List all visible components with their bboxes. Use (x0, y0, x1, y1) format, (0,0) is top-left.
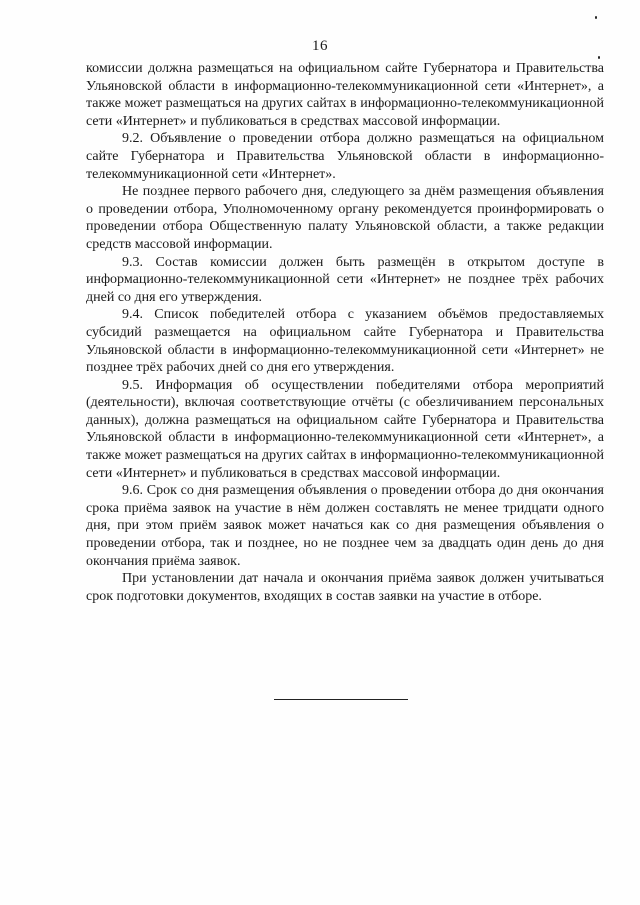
paragraph-9-4: 9.4. Список победителей отбора с указанием объёмов предоставляемых субсидий размещается на официальном сайте Губернатора и Правительства Ульяновской области в информационно-телекоммуникационной сети «Интернет» не позднее трёх рабочих дней со дня его утверждения. (86, 307, 604, 376)
paragraph-public-chamber-notice: Не позднее первого рабочего дня, следующего за днём размещения объявления о проведении отбора, Уполномоченному органу рекомендуется проинформировать о проведении отбора Общественную палату Ульяновской области, а также редакции средств массовой информации. (86, 184, 604, 252)
paragraph-9-5: 9.5. Информация об осуществлении победителями отбора мероприятий (деятельности), включая соответствующие отчёты (с обезличиванием персональных данных), должна размещаться на официальном сайте Губернатора и Правительства Ульяновской области в информационно-телекоммуникационной сети «Интернет», а также может размещаться на других сайтах в информационно-телекоммуникационной сети «Интернет» и публиковаться в средствах массовой информации. (86, 377, 604, 481)
scan-speck (595, 16, 597, 19)
document-body (86, 60, 604, 605)
closing-divider-line (274, 699, 408, 700)
paragraph-continuation: комиссии должна размещаться на официальном сайте Губернатора и Правительства Ульяновской области в информационно-телекоммуникационной сети «Интернет», а также может размещаться на других сайтах в информационно-телекоммуникационной сети «Интернет» и публиковаться в средствах массовой информации. (86, 61, 604, 129)
paragraph-application-dates: При установлении дат начала и окончания приёма заявок должен учитываться срок подготовки документов, входящих в состав заявки на участие в отборе. (86, 571, 604, 604)
page-number: 16 (312, 38, 328, 54)
paragraph-9-2: 9.2. Объявление о проведении отбора должно размещаться на официальном сайте Губернатора и Правительства Ульяновской области в информационно-телекоммуникационной сети «Интернет». (86, 131, 604, 182)
paragraph-9-3: 9.3. Состав комиссии должен быть размещён в открытом доступе в информационно-телекоммуникационной сети «Интернет» не позднее трёх рабочих дней со дня его утверждения. (86, 254, 604, 305)
paragraph-9-6: 9.6. Срок со дня размещения объявления о проведении отбора до дня окончания срока приёма заявок на участие в нём должен составлять не менее тридцати одного дня, при этом приём заявок может начаться как со дня размещения объявления о проведении отбора, так и позднее, но не позднее чем за двадцать один день до дня окончания приёма заявок. (86, 483, 604, 569)
scan-speck (598, 56, 600, 59)
